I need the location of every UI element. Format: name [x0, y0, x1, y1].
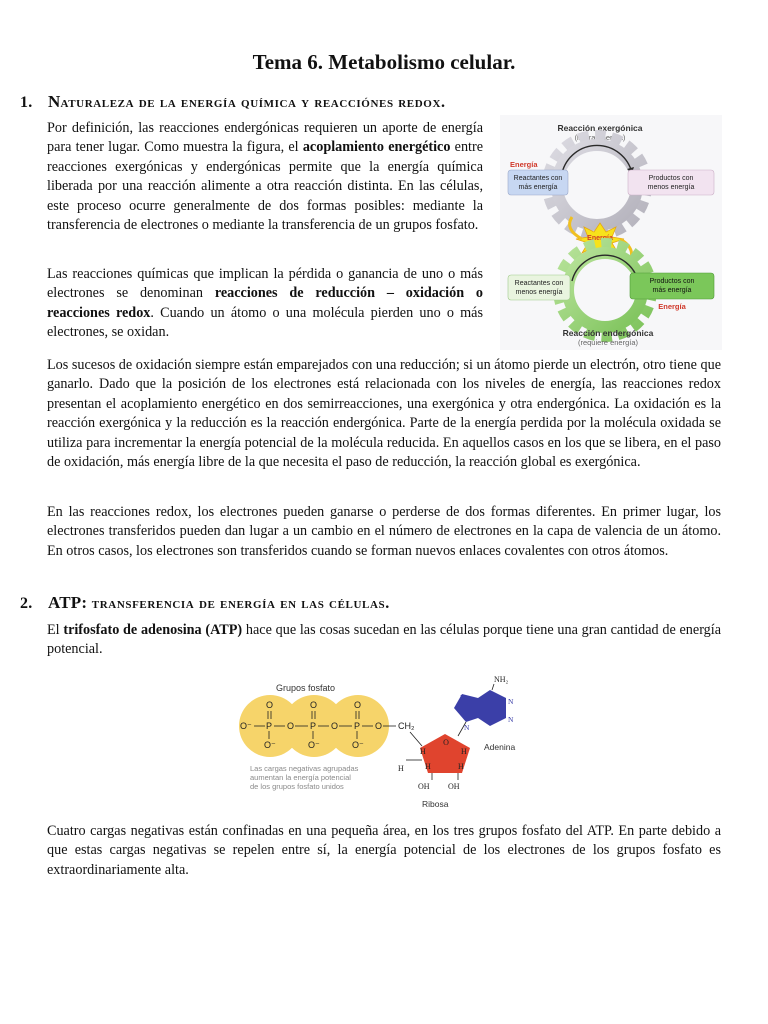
ribose-oh-1: OH: [418, 782, 430, 791]
paragraph-2: [47, 265, 483, 343]
oxygen-bridge-2: O: [331, 721, 339, 731]
products-high-box: [630, 273, 714, 299]
section-1-title: aturaleza de la energía química y reacciónes redox.: [60, 94, 446, 111]
products-high-line2: más energía: [652, 287, 692, 294]
products-low-box: [628, 170, 714, 195]
phosphorus-3: P: [354, 721, 361, 731]
energy-label-bottom: Energía: [658, 302, 686, 311]
exergonic-title: Reacción exergónica: [557, 123, 643, 133]
reactants-high-line2: más energía: [518, 184, 558, 191]
reactants-high-line1: Reactantes con: [513, 175, 563, 182]
oxygen-bottom-3: O⁻: [352, 740, 364, 750]
exergonic-subtitle: (libera energía): [574, 133, 626, 142]
energy-label-top: Energía: [510, 160, 538, 169]
section-2-title: transferencia de energía en las células.: [87, 595, 390, 612]
paragraph-4: En las reacciones redox, los electrones pueden ganarse o perderse de dos formas diferentes. En primer lugar, los electrones transferidos pueden dan lugar a un cambio en el número de electrones en la capa de valencia de un átomo. En otros casos, los electrones son transferidos cuando se forman nuevos enlaces covalentes con otros átomos.: [47, 504, 721, 559]
paragraph-1: [47, 119, 483, 235]
paragraph-2-text-b: . Cuando un átomo o una molécula pierden uno o más electrones, se oxidan.: [47, 304, 484, 341]
products-high-line1: Productos con: [649, 278, 695, 285]
charges-note-line1: Las cargas negativas agrupadas: [250, 764, 359, 773]
oxygen-bottom-2: O⁻: [308, 740, 320, 750]
phosphorus-2: P: [310, 721, 317, 731]
paragraph-6: Cuatro cargas negativas están confinadas en una pequeña área, en los tres grupos fosfato del ATP. En parte debido a que estas cargas negativas se repelen entre sí, la energía potencial de los electrones de los grupos fosfato es extraordinariamente alta.: [47, 823, 721, 878]
oxygen-top-3: O: [354, 700, 362, 710]
paragraph-1-text-b: entre reacciones exergónicas y endergónicas permite que la energía química liberada por una reacción alimente a otra reacción distinta. En las células, este proceso ocurre generalmente de dos formas posibles: mediante la transferencia de electrones o mediante la transferencia de un grupos fosfato.: [47, 139, 484, 234]
ribose-h-2: H: [461, 747, 467, 756]
paragraph-5-text-a: El: [47, 622, 64, 638]
oxygen-top-1: O: [266, 700, 274, 710]
section-1-initial: N: [48, 92, 61, 111]
adenine-n-2: N: [508, 697, 514, 706]
ribose-label: Ribosa: [422, 799, 449, 809]
ribose-h-4: H: [458, 762, 464, 771]
oxygen-top-2: O: [310, 700, 318, 710]
section-2-title-acronym: ATP:: [48, 593, 88, 612]
amino-group: NH₂: [494, 675, 509, 684]
oxygen-bridge-1: O: [287, 721, 295, 731]
paragraph-1-text-a: Por definición, las reacciones endergónicas requieren un aporte de energía para tener lugar. Como muestra la figura, el: [47, 120, 483, 156]
products-low-line2: menos energía: [647, 184, 695, 191]
energy-coupling-figure: [500, 115, 722, 350]
section-2-heading: [20, 593, 390, 613]
ribose-h-1: H: [420, 747, 426, 756]
paragraph-5: [47, 621, 721, 660]
oxygen-bottom-1: O⁻: [264, 740, 276, 750]
o-minus-terminal: O⁻: [240, 721, 252, 731]
energy-label-middle: Energía: [587, 235, 613, 242]
ribose-h-5: H: [398, 764, 404, 773]
ribose-oh-2: OH: [448, 782, 460, 791]
reactants-low-line2: menos energía: [515, 289, 563, 296]
charges-note-line2: aumentan la energía potencial: [250, 773, 351, 782]
endergonic-subtitle: (requiere energía): [577, 338, 639, 347]
phosphate-groups-label: Grupos fosfato: [276, 683, 336, 693]
reactants-low-line1: Reactantes con: [514, 280, 564, 287]
paragraph-5-text-b: hace que las cosas sucedan en las células porque tiene una gran cantidad de energía potencial.: [47, 622, 721, 658]
charges-note-line3: de los grupos fosfato unidos: [250, 782, 344, 791]
adenine-n-3: N: [508, 715, 514, 724]
phosphorus-1: P: [266, 721, 273, 731]
endergonic-title: Reacción endergónica: [562, 328, 654, 338]
paragraph-3: Los sucesos de oxidación siempre están emparejados con una reducción; si un átomo pierde un electrón, otro tiene que ganarlo. Dado que la posición de los electrones está relacionada con los niveles de energía, las reacciones redox presentan el acoplamiento energético en dos semirreacciones, una exergónica y otra endergónica. La oxidación es la reacción exergónica y la reducción es la reacción endergónica. Parte de la energía perdida por la molécula oxidada se utiliza para incrementar la energía potencial de la molécula reducida. En aquellos casos en los que se libera, en el paso de oxidación, más energía libre de la que necesita el paso de reducción, la reacción global es exergónica.: [47, 357, 721, 471]
paragraph-5-bold: trifosfato de adenosina (ATP): [63, 622, 243, 638]
adenine-n-4: N: [464, 723, 470, 732]
reactants-low-box: [508, 275, 570, 300]
paragraph-2-bold: reacciones de reducción – oxidación o reacciones redox: [47, 285, 483, 321]
paragraph-1-bold: acoplamiento energético: [302, 139, 451, 156]
atp-molecule-figure: [232, 668, 532, 816]
section-1-heading: [20, 92, 446, 112]
ribose-h-3: H: [425, 762, 431, 771]
products-low-line1: Productos con: [648, 175, 694, 182]
adenine-label: Adenina: [484, 742, 516, 752]
section-2-number: 2.: [20, 595, 33, 612]
page-title: Tema 6. Metabolismo celular.: [252, 50, 516, 74]
adenine-n-1: N: [460, 693, 466, 702]
oxygen-bridge-3: O: [375, 721, 383, 731]
section-1-number: 1.: [20, 94, 33, 111]
ch2-group: CH₂: [398, 721, 415, 731]
ribose-oxygen: O: [443, 738, 449, 747]
paragraph-2-text-a: Las reacciones químicas que implican la pérdida o ganancia de uno o más electrones se denominan: [47, 266, 483, 302]
reactants-high-box: [508, 170, 568, 195]
